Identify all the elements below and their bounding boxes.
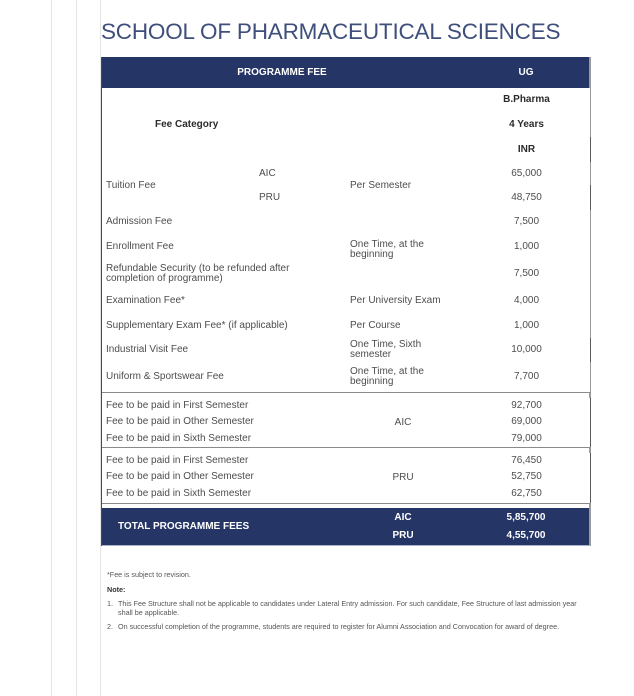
supplementary-fee-frequency: Per Course <box>343 313 464 339</box>
note-text: This Fee Structure shall not be applicable to candidates under Lateral Entry admission. For such candidate, Fee Structure of last admission year shall be applicable. <box>118 599 577 617</box>
ug-header: UG <box>463 57 591 89</box>
aic-other-semester-amount: 69,000 <box>463 414 591 431</box>
page-guide-line <box>76 0 77 696</box>
total-amount-aic: 5,85,700 <box>463 508 591 528</box>
note-item <box>107 599 577 617</box>
note-text: On successful completion of the programme, students are required to register for Alumni Association and Convocation for award of degree. <box>118 622 560 631</box>
pru-other-semester-label: Fee to be paid in Other Semester <box>101 469 344 486</box>
pru-sixth-semester-label: Fee to be paid in Sixth Semester <box>101 485 344 504</box>
note-number: 1. <box>107 599 113 608</box>
tuition-category-pru: PRU <box>245 185 344 211</box>
currency: INR <box>463 137 591 163</box>
enrollment-fee-label: Enrollment Fee <box>101 234 344 260</box>
uniform-fee-frequency: One Time, at the beginning <box>343 362 464 393</box>
aic-first-semester-label: Fee to be paid in First Semester <box>101 398 344 415</box>
programme-fee-header: PROGRAMME FEE <box>101 57 464 89</box>
tuition-amount-pru: 48,750 <box>463 185 591 211</box>
aic-block-category: AIC <box>343 398 464 448</box>
total-category-aic: AIC <box>343 508 464 528</box>
supplementary-fee-amount: 1,000 <box>463 313 591 339</box>
refundable-security-amount: 7,500 <box>463 259 591 290</box>
aic-first-semester-amount: 92,700 <box>463 398 591 415</box>
pru-first-semester-amount: 76,450 <box>463 453 591 470</box>
note-heading: Note: <box>107 585 126 594</box>
refundable-security-label: Refundable Security (to be refunded after completion of programme) <box>101 259 344 290</box>
pru-first-semester-label: Fee to be paid in First Semester <box>101 453 344 470</box>
examination-fee-frequency: Per University Exam <box>343 289 464 314</box>
pru-sixth-semester-amount: 62,750 <box>463 485 591 504</box>
industrial-visit-amount: 10,000 <box>463 338 591 363</box>
table-left-border <box>101 57 102 546</box>
note-item <box>107 622 577 631</box>
one-time-frequency: One Time, at the beginning <box>343 210 464 290</box>
uniform-fee-amount: 7,700 <box>463 362 591 393</box>
programme-name: B.Pharma <box>463 88 591 113</box>
aic-sixth-semester-label: Fee to be paid in Sixth Semester <box>101 430 344 448</box>
total-programme-fees-label: TOTAL PROGRAMME FEES <box>101 508 344 546</box>
aic-other-semester-label: Fee to be paid in Other Semester <box>101 414 344 431</box>
fee-category-label: Fee Category <box>101 88 464 163</box>
tuition-category-aic: AIC <box>245 162 344 186</box>
tuition-fee-label: Tuition Fee <box>101 162 246 211</box>
revision-note: *Fee is subject to revision. <box>107 570 191 579</box>
page-guide-line <box>51 0 52 696</box>
tuition-frequency: Per Semester <box>343 162 464 211</box>
notes-section <box>107 570 577 636</box>
pru-block-category: PRU <box>343 453 464 504</box>
enrollment-fee-amount: 1,000 <box>463 234 591 260</box>
page-title: SCHOOL OF PHARMACEUTICAL SCIENCES <box>101 19 561 44</box>
uniform-fee-label: Uniform & Sportswear Fee <box>101 362 344 393</box>
total-category-pru: PRU <box>343 527 464 546</box>
admission-fee-label: Admission Fee <box>101 210 344 235</box>
tuition-amount-aic: 65,000 <box>463 162 591 186</box>
industrial-visit-frequency: One Time, Sixth semester <box>343 338 464 363</box>
note-number: 2. <box>107 622 113 631</box>
total-amount-pru: 4,55,700 <box>463 527 591 546</box>
supplementary-fee-label: Supplementary Exam Fee* (if applicable) <box>101 313 344 339</box>
aic-sixth-semester-amount: 79,000 <box>463 430 591 448</box>
industrial-visit-label: Industrial Visit Fee <box>101 338 344 363</box>
pru-other-semester-amount: 52,750 <box>463 469 591 486</box>
examination-fee-amount: 4,000 <box>463 289 591 314</box>
notes-list <box>107 599 577 631</box>
programme-duration: 4 Years <box>463 112 591 138</box>
examination-fee-label: Examination Fee* <box>101 289 344 314</box>
admission-fee-amount: 7,500 <box>463 210 591 235</box>
